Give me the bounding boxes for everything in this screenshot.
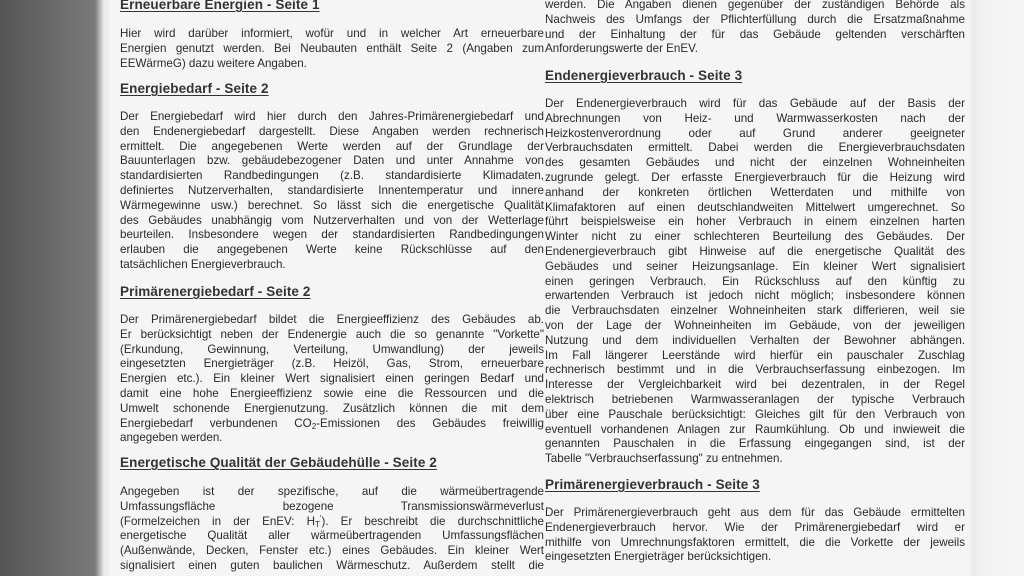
text-fragment: ). Er beschreibt die durchschnittliche bbox=[321, 514, 544, 528]
text-line: elektrisch betriebenen Warmwasseranlagen der typische Verbrauch bbox=[545, 392, 965, 406]
section-paragraph bbox=[545, 97, 965, 467]
document-page bbox=[110, 0, 970, 576]
text-line: eingesetzten Energieträger (z.B. Heizöl, Gas, Strom, erneuerbare bbox=[120, 357, 544, 371]
text-line: Der Primärenergieverbrauch geht aus dem für das Gebäude ermittelten bbox=[545, 506, 965, 519]
section-paragraph bbox=[120, 313, 544, 446]
text-line: Tabelle "Verbrauchserfassung" zu entnehmen. bbox=[545, 452, 783, 466]
text-line: Der Endenergieverbrauch wird für das Gebäude auf der Basis der bbox=[545, 97, 965, 110]
text-line: Angegeben ist der spezifische, auf die wärmeübertragende bbox=[120, 485, 544, 498]
text-line: beurteilen. Insbesondere wegen der standardisierten Randbedingungen bbox=[120, 228, 544, 242]
text-line: Energien etc.). Ein kleiner Wert signalisiert einen geringen Bedarf und bbox=[120, 372, 544, 386]
text-line: (Erkundung, Gewinnung, Verteilung, Umwandlung) der jeweils bbox=[120, 342, 544, 356]
text-line-co2 bbox=[120, 417, 544, 432]
text-line: Bauunterlagen bzw. gebäudebezogener Daten und unter Annahme von bbox=[120, 154, 544, 168]
section-paragraph bbox=[545, 0, 965, 57]
text-line: Endenergieverbrauch gibt Hinweise auf die energetische Qualität des bbox=[545, 244, 965, 258]
text-line: angegeben werden. bbox=[120, 431, 223, 445]
text-line: Hier wird darüber informiert, wofür und in welcher Art erneuerbare bbox=[120, 27, 544, 40]
section-erneuerbare-energien bbox=[120, 0, 544, 71]
text-line: erwartenden Verbrauch ist jedoch nicht möglich; insbesondere können bbox=[545, 289, 965, 303]
text-line: Klimafaktoren auf einen deutschlandweiten Mittelwert umgerechnet. So bbox=[545, 200, 965, 214]
continued-paragraph bbox=[545, 0, 965, 57]
text-line: (Außenwände, Decken, Fenster etc.) eines Gebäudes. Ein kleiner Wert bbox=[120, 544, 544, 558]
text-line: Verbrauchsdaten ermittelt. Dabei werden die Energieverbrauchsdaten bbox=[545, 141, 965, 155]
section-energiebedarf bbox=[120, 81, 544, 273]
text-line: genannten Pauschalen in die Erfassung eingegangen sind, ist der bbox=[545, 437, 965, 451]
text-line: einen geringen Verbrauch. Ein Rückschluss auf den künftig zu bbox=[545, 274, 965, 288]
subscript: 2 bbox=[311, 421, 317, 431]
text-line: mithilfe von Umrechnungsfaktoren ermittelt, die die Vorkette der jeweils bbox=[545, 535, 965, 549]
text-fragment: -Emissionen des Gebäudes freiwillig bbox=[316, 416, 544, 430]
section-primaerenergiebedarf bbox=[120, 284, 544, 446]
text-line: den Endenergiebedarf dargestellt. Diese Angaben werden rechnerisch bbox=[120, 124, 544, 138]
text-line: standardisierten Randbedingungen (z.B. standardisierte Klimadaten, bbox=[120, 169, 544, 183]
text-line: von der Lage der Wohneinheiten im Gebäude, von der jeweiligen bbox=[545, 318, 965, 332]
text-line: und der Einhaltung der für das Gebäude geltenden verschärften bbox=[545, 27, 965, 41]
text-line: Umfassungsfläche bezogene Transmissionswärmeverlust bbox=[120, 499, 544, 513]
text-line: Gebäudes und seiner Heizungsanlage. Ein kleiner Wert signalisiert bbox=[545, 259, 965, 273]
section-paragraph bbox=[120, 27, 544, 71]
text-line: ermittelt. Die angegebenen Werte werden auf der Grundlage der bbox=[120, 139, 544, 153]
text-line: energetische Qualität aller wärmeübertragenden Umfassungsflächen bbox=[120, 529, 544, 543]
text-line: zugrunde gelegt. Der erfasste Energieverbrauch für die Heizung wird bbox=[545, 170, 965, 184]
text-line: Im Fall längerer Leerstände wird hierfür ein pauschaler Zuschlag bbox=[545, 348, 965, 362]
text-line: Interesse der Vergleichbarkeit wird bei dezentralen, in der Regel bbox=[545, 378, 965, 392]
section-heading: Primärenergieverbrauch - Seite 3 bbox=[545, 477, 760, 492]
text-line: Anforderungswerte der EnEV. bbox=[545, 42, 698, 56]
text-line: Energien genutzt werden. Bei Neubauten enthält Seite 2 (Angaben zum bbox=[120, 41, 544, 55]
text-line: definiertes Nutzerverhalten, standardisierte Innentemperatur und innere bbox=[120, 183, 544, 197]
text-line: Abrechnungen von Heiz- und Warmwasserkosten nach der bbox=[545, 111, 965, 125]
text-line: Der Primärenergiebedarf bildet die Energieeffizienz des Gebäudes ab. bbox=[120, 313, 544, 326]
text-line: des gesamten Gebäudes und nicht der einzelnen Wohneinheiten bbox=[545, 156, 965, 170]
subscript: T bbox=[315, 519, 320, 529]
text-line: eingesetzten Energieträger berücksichtigen. bbox=[545, 550, 772, 564]
text-line: werden. Die Angaben dienen gegenüber der zuständigen Behörde als bbox=[545, 0, 965, 11]
text-line: EEWärmeG) dazu weitere Angaben. bbox=[120, 56, 307, 70]
text-line: über eine Pauschale berücksichtigt: Gleiches gilt für den Verbrauch von bbox=[545, 407, 965, 421]
text-line: Der Energiebedarf wird hier durch den Jahres-Primärenergiebedarf und bbox=[120, 110, 544, 123]
text-line: signalisiert einen guten baulichen Wärmeschutz. Außerdem stellt die bbox=[120, 558, 544, 572]
section-heading: Energiebedarf - Seite 2 bbox=[120, 81, 269, 96]
text-line: Nutzung und dem individuellen Verhalten der Bewohner abhängen. bbox=[545, 333, 965, 347]
text-line: eventuell vorhandenen Anlagen zur Raumkühlung. Ob und inwieweit die bbox=[545, 422, 965, 436]
text-line: des Gebäudes unabhängig vom Nutzerverhalten und von der Wetterlage bbox=[120, 213, 544, 227]
section-heading: Energetische Qualität der Gebäudehülle - Seite 2 bbox=[120, 455, 437, 470]
text-line: erlauben die angegebenen Werte keine Rückschlüsse auf den bbox=[120, 243, 544, 257]
text-fragment: (Formelzeichen in der EnEV: H bbox=[120, 514, 316, 528]
text-line: Wärmegewinne usw.) berechnet. So lässt sich die energetische Qualität bbox=[120, 198, 544, 212]
text-line: führt beispielsweise ein hoher Verbrauch in einem einzelnen harten bbox=[545, 215, 965, 229]
section-primaerenergieverbrauch bbox=[545, 477, 965, 565]
text-line-ht bbox=[120, 515, 544, 530]
section-heading: Erneuerbare Energien - Seite 1 bbox=[120, 0, 320, 12]
text-line: Heizkostenverordnung oder auf Grund anderer geeigneter bbox=[545, 126, 965, 140]
text-line: Winter nicht zu einer schlechteren Beurteilung des Gebäudes. Der bbox=[545, 230, 965, 244]
text-line: anhand der konkreten örtlichen Wetterdaten und mithilfe von bbox=[545, 185, 965, 199]
superscript: ' bbox=[319, 513, 322, 523]
section-heading: Primärenergiebedarf - Seite 2 bbox=[120, 284, 311, 299]
section-endenergieverbrauch bbox=[545, 68, 965, 467]
section-heading: Endenergieverbrauch - Seite 3 bbox=[545, 68, 743, 83]
text-line: die Verbrauchsdaten einzelner Wohneinheiten stark differieren, weil sie bbox=[545, 304, 965, 318]
section-paragraph bbox=[120, 485, 544, 574]
text-fragment: Energiebedarf verbundenen CO bbox=[120, 416, 312, 430]
section-paragraph bbox=[545, 506, 965, 565]
text-line: tatsächlichen Energieverbrauch. bbox=[120, 257, 286, 271]
text-line: rechnerisch bestimmt und in die Verbrauchserfassung einbezogen. Im bbox=[545, 363, 965, 377]
text-line: Endenergieverbrauch hervor. Wie der Primärenergiebedarf wird er bbox=[545, 520, 965, 534]
text-line: damit eine hohe Energieeffizienz sowie eine die Ressourcen und die bbox=[120, 386, 544, 400]
section-paragraph bbox=[120, 110, 544, 273]
text-line: Nachweis des Umfangs der Pflichterfüllung durch die Ersatzmaßnahme bbox=[545, 12, 965, 26]
section-gebaeudehuelle bbox=[120, 455, 544, 574]
text-line: Er berücksichtigt neben der Endenergie auch die so genannte "Vorkette" bbox=[120, 327, 544, 341]
text-line: Umwelt schonende Energienutzung. Zusätzlich können die mit dem bbox=[120, 401, 544, 415]
